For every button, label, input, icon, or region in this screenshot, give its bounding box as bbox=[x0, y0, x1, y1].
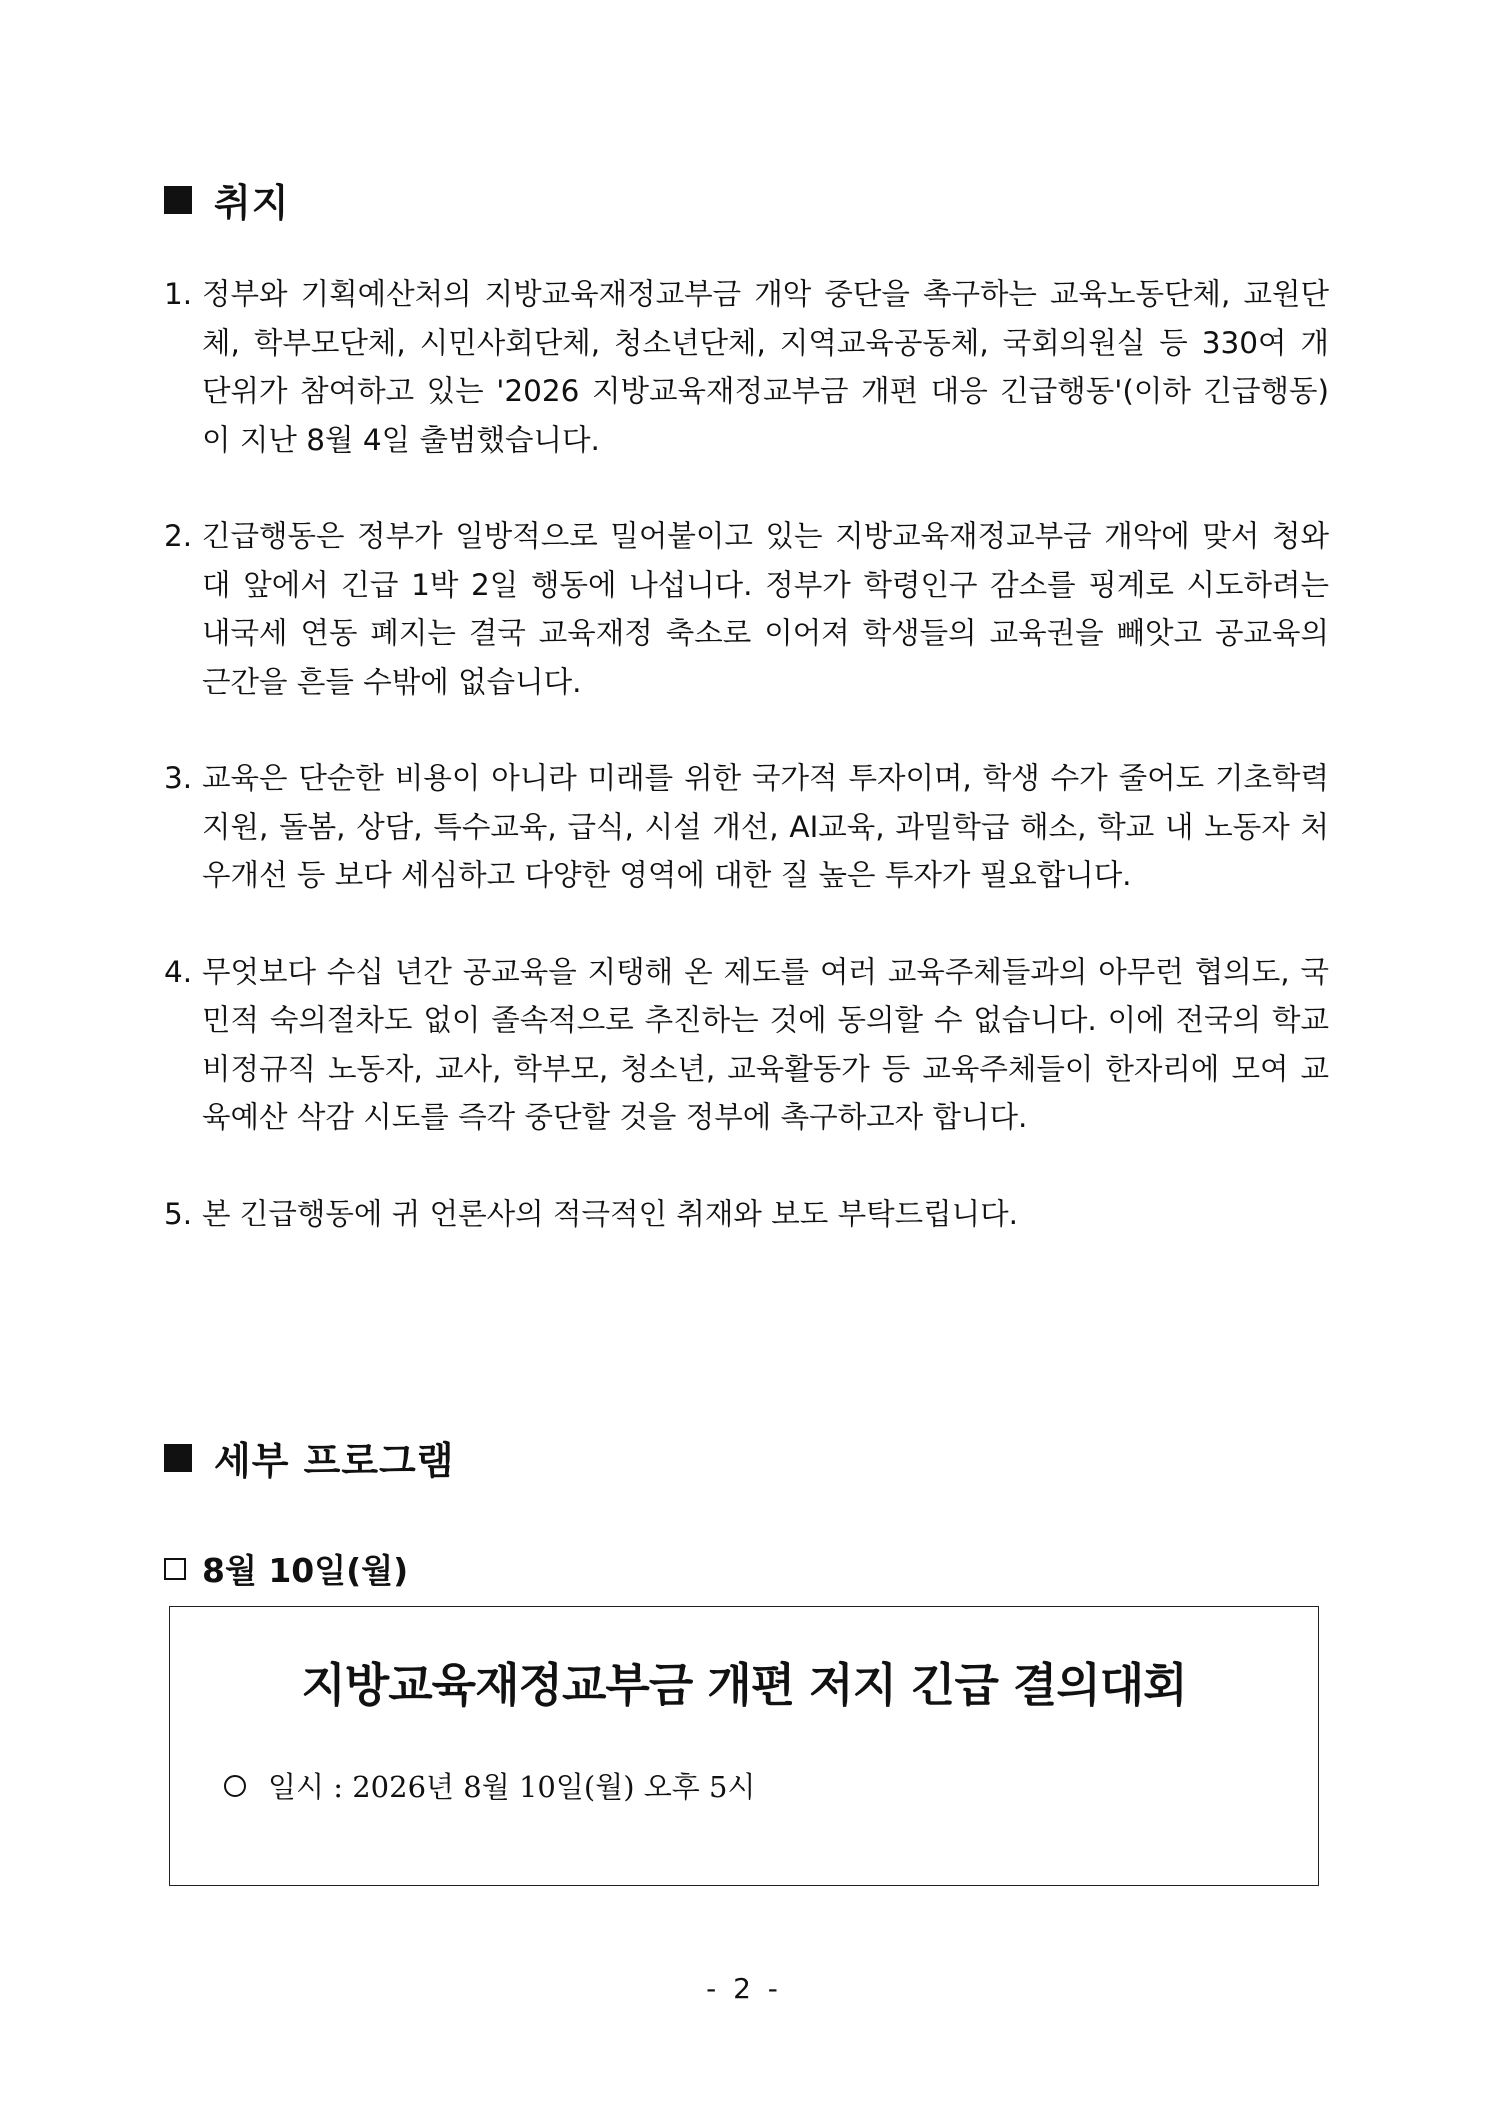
section-title: 취지 bbox=[214, 181, 290, 225]
event-box bbox=[169, 1606, 1319, 1886]
section-title: 세부 프로그램 bbox=[214, 1439, 455, 1483]
item-text: 무엇보다 수십 년간 공교육을 지탱해 온 제도를 여러 교육주체들과의 아무런 협의도, 국민적 숙의절차도 없이 졸속적으로 추진하는 것에 동의할 수 없습니다. 이에 전국의 학교비정규직 노동자, 교사, 학부모, 청소년, 교육활동가 등 교육주체들이 한자리에 모여 교육예산 삭감 시도를 즉각 중단할 것을 정부에 촉구하고자 합니다. bbox=[202, 954, 1329, 1134]
filled-square-icon bbox=[164, 1444, 192, 1472]
list-item bbox=[164, 270, 1329, 464]
item-number: 5. bbox=[164, 1196, 193, 1231]
list-item bbox=[164, 948, 1329, 1142]
section-heading-program bbox=[164, 1430, 454, 1485]
program-date-heading bbox=[164, 1545, 408, 1592]
list-item bbox=[164, 754, 1329, 900]
item-number: 4. bbox=[164, 954, 193, 989]
item-text: 교육은 단순한 비용이 아니라 미래를 위한 국가적 투자이며, 학생 수가 줄어도 기초학력 지원, 돌봄, 상담, 특수교육, 급식, 시설 개선, AI교육, 과밀학급 해소, 학교 내 노동자 처우개선 등 보다 세심하고 다양한 영역에 대한 질 높은 투자가 필요합니다. bbox=[202, 761, 1329, 892]
circle-bullet-icon bbox=[224, 1775, 246, 1797]
item-number: 2. bbox=[164, 519, 193, 553]
filled-square-icon bbox=[164, 186, 192, 214]
item-text: 긴급행동은 정부가 일방적으로 밀어붙이고 있는 지방교육재정교부금 개악에 맞서 청와대 앞에서 긴급 1박 2일 행동에 나섭니다. 정부가 학령인구 감소를 핑계로 시도하려는 내국세 연동 폐지는 결국 교육재정 축소로 이어져 학생들의 교육권을 빼앗고 공교육의 근간을 흔들 수밖에 없습니다. bbox=[202, 519, 1329, 699]
event-title: 지방교육재정교부금 개편 저지 긴급 결의대회 bbox=[301, 1658, 1187, 1712]
event-datetime: 일시 : 2026년 8월 10일(월) 오후 5시 bbox=[268, 1770, 756, 1804]
program-date: 8월 10일(월) bbox=[202, 1551, 409, 1590]
item-number: 1. bbox=[164, 277, 193, 311]
item-number: 3. bbox=[164, 761, 193, 795]
purpose-list bbox=[164, 270, 1329, 1286]
item-text: 본 긴급행동에 귀 언론사의 적극적인 취재와 보도 부탁드립니다. bbox=[202, 1196, 1018, 1231]
item-text: 정부와 기획예산처의 지방교육재정교부금 개악 중단을 촉구하는 교육노동단체, 교원단체, 학부모단체, 시민사회단체, 청소년단체, 지역교육공동체, 국회의원실 등 330여 개 단위가 참여하고 있는 '2026 지방교육재정교부금 개편 대응 긴급행동'(이하 긴급행동)이 지난 8월 4일 출범했습니다. bbox=[202, 277, 1329, 457]
list-item bbox=[164, 1190, 1329, 1239]
empty-square-icon bbox=[164, 1558, 186, 1580]
page-number: - 2 - bbox=[706, 1972, 782, 2005]
section-heading-purpose bbox=[164, 172, 289, 227]
list-item bbox=[164, 512, 1329, 706]
event-detail bbox=[224, 1765, 755, 1806]
